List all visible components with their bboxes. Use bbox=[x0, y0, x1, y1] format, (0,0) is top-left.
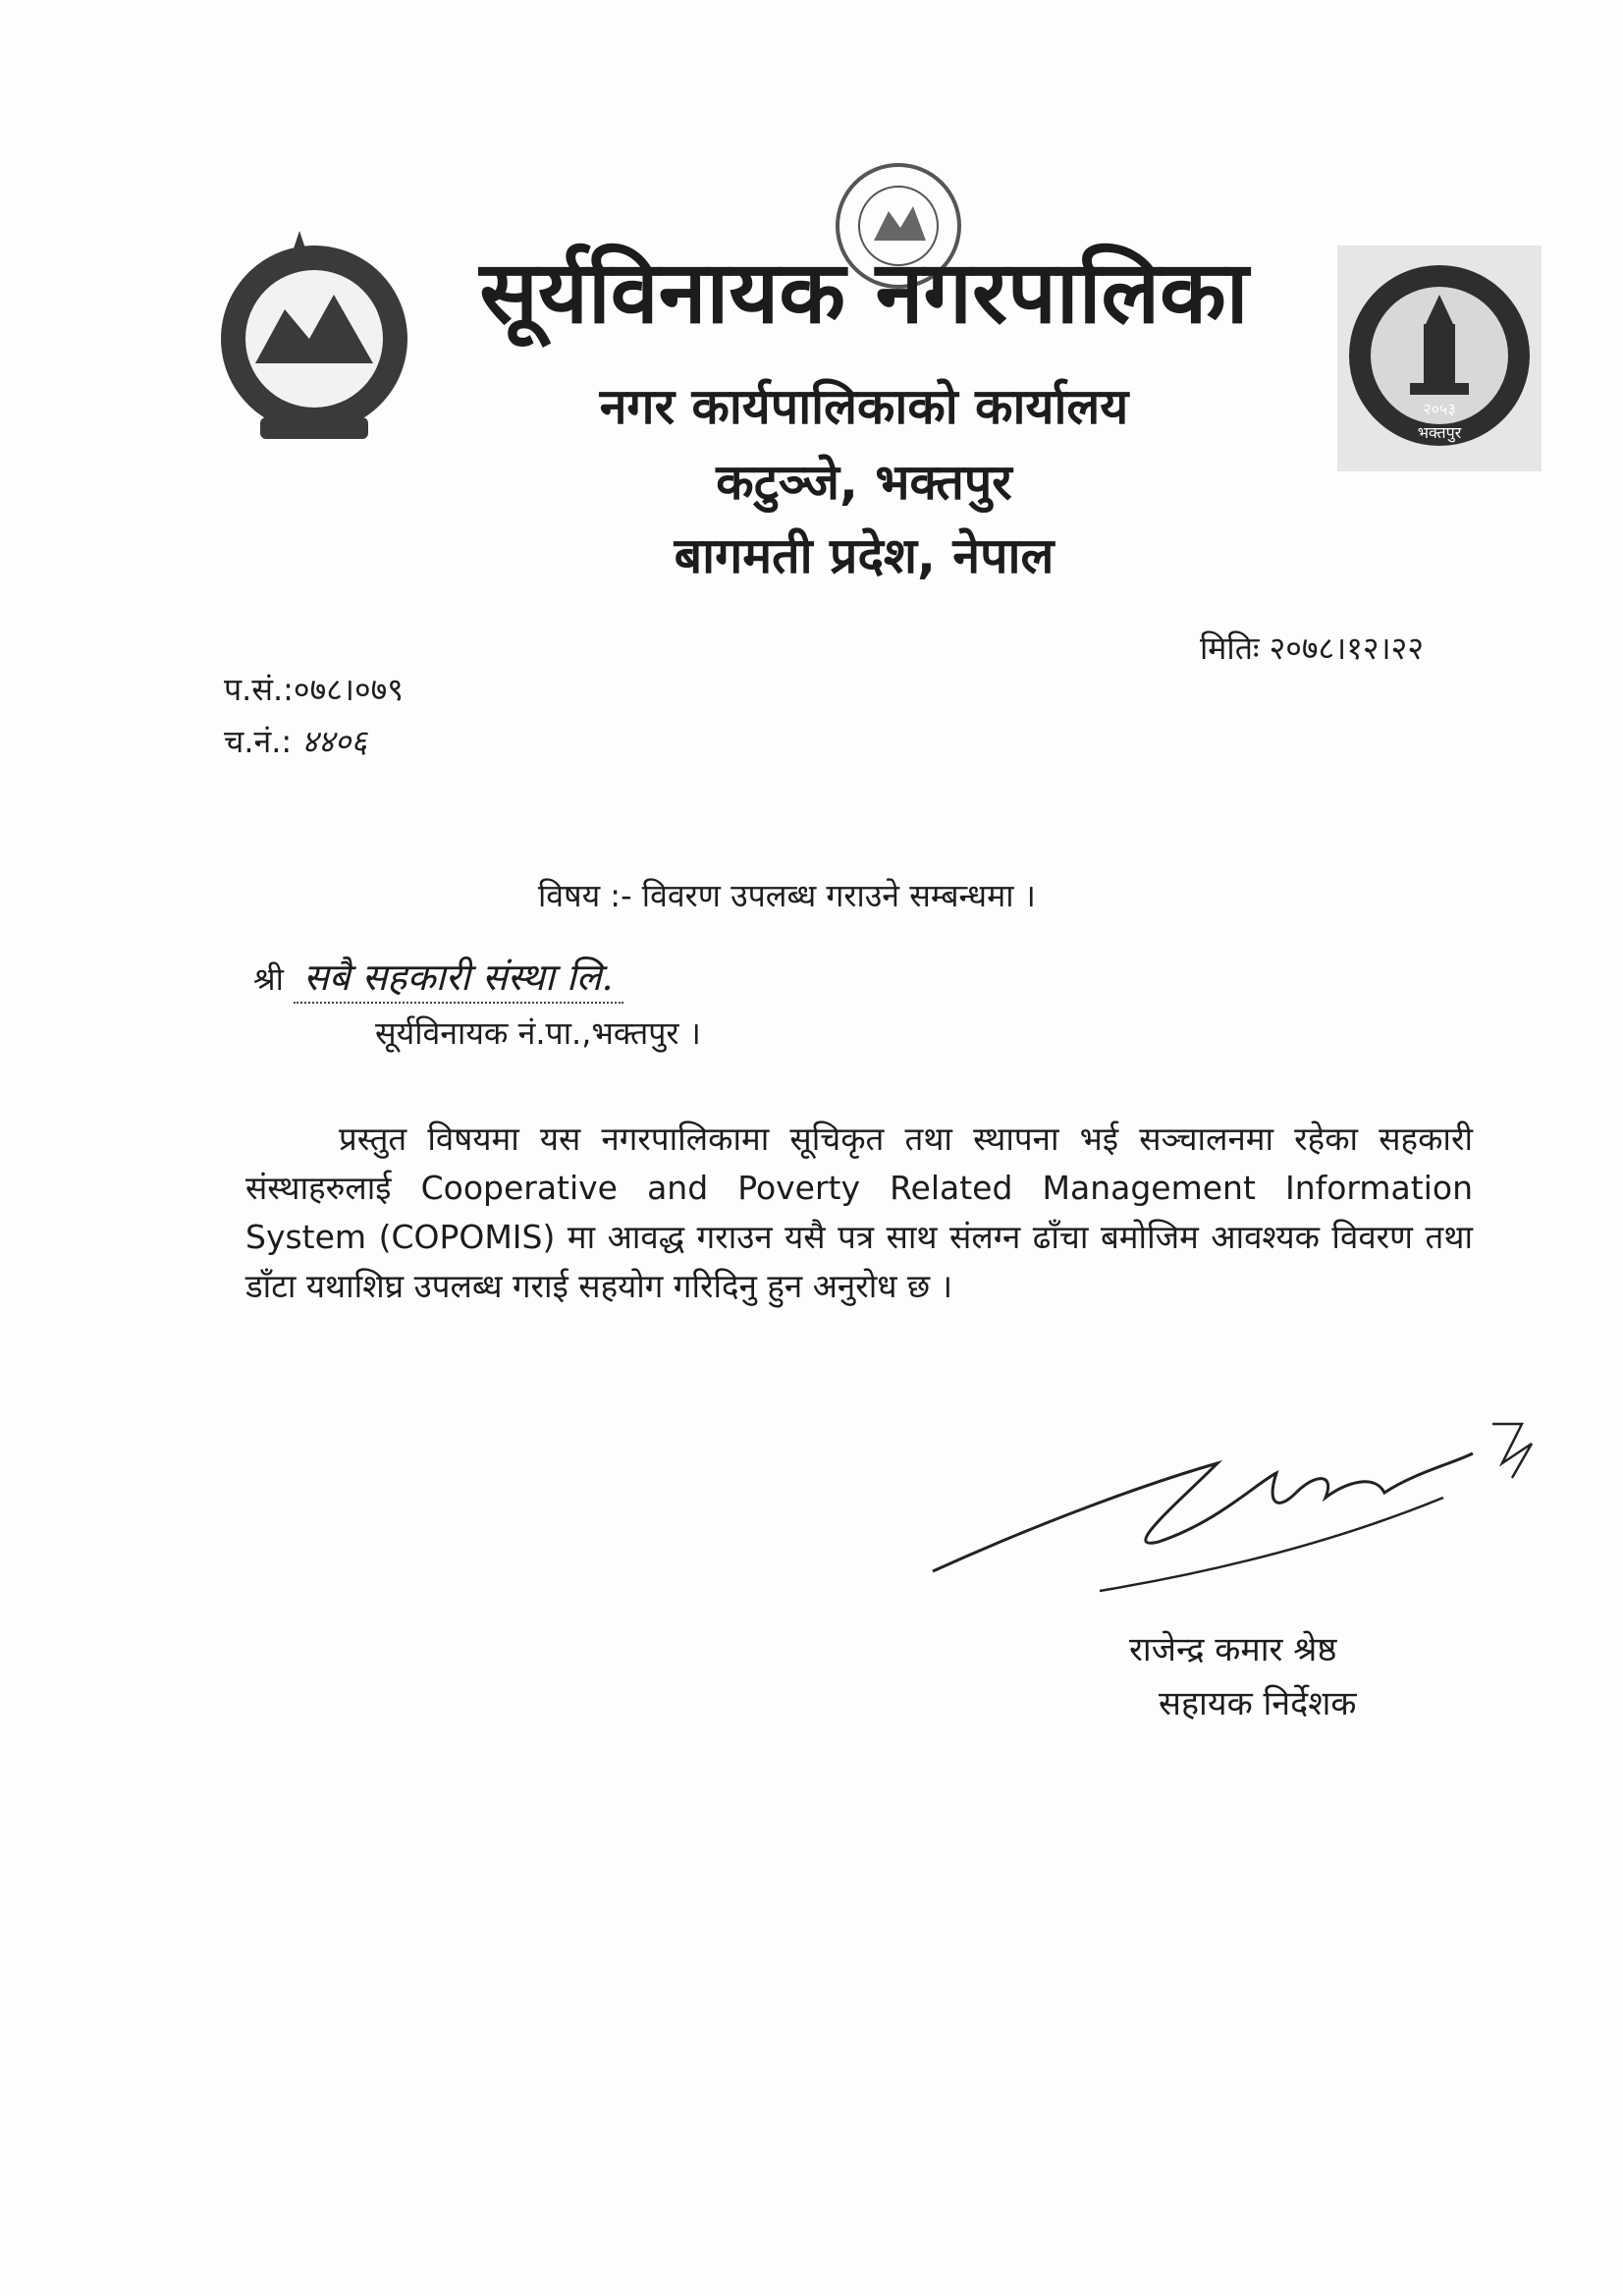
nepal-government-emblem-icon bbox=[201, 216, 427, 462]
logo-place: भक्तपुर bbox=[1417, 423, 1462, 442]
signatory-name: राजेन्द्र कमार श्रेष्ठ bbox=[1129, 1630, 1337, 1669]
office-name: नगर कार्यपालिकाको कार्यालय bbox=[599, 378, 1129, 435]
dispatch-label: च.नं.: bbox=[224, 723, 293, 760]
recipient-address: सूर्यविनायक नं.पा.,भक्तपुर । bbox=[375, 1014, 701, 1052]
municipality-name: सूर्यविनायक नगरपालिका bbox=[479, 242, 1249, 343]
reference-number: प.सं.:०७८।०७९ bbox=[224, 671, 404, 708]
logo-year: २०५३ bbox=[1423, 400, 1456, 418]
dispatch-number-line bbox=[224, 720, 367, 762]
office-province: बागमती प्रदेश, नेपाल bbox=[674, 527, 1055, 584]
letter-body bbox=[245, 1115, 1473, 1311]
municipality-temple-logo-icon bbox=[1337, 246, 1542, 471]
office-address: कटुञ्जे, भक्तपुर bbox=[716, 454, 1012, 511]
letter-date: मितिः २०७८।१२।२२ bbox=[1200, 629, 1424, 667]
body-paragraph: प्रस्तुत विषयमा यस नगरपालिकामा सूचिकृत तथा स्थापना भई सञ्चालनमा रहेका सहकारी संस्थाहरुलाई Cooperative and Poverty Related Management Information System (COPOMIS) मा आवद्ध गराउन यसै पत्र साथ संलग्न ढाँचा बमोजिम आवश्यक विवरण तथा डाँटा यथाशिघ्र उपलब्ध गराई सहयोग गरिदिनु हुन अनुरोध छ । bbox=[245, 1120, 1473, 1305]
letter-subject: विषय :- विवरण उपलब्ध गराउने सम्बन्धमा । bbox=[538, 877, 1036, 914]
signatory-title: सहायक निर्देशक bbox=[1159, 1684, 1357, 1723]
dispatch-number: ४४०६ bbox=[301, 723, 367, 760]
recipient-line bbox=[253, 951, 623, 1004]
recipient-prefix: श्री bbox=[253, 960, 284, 998]
signature bbox=[923, 1404, 1571, 1601]
recipient-name: सबै सहकारी संस्था लि. bbox=[294, 951, 622, 1004]
